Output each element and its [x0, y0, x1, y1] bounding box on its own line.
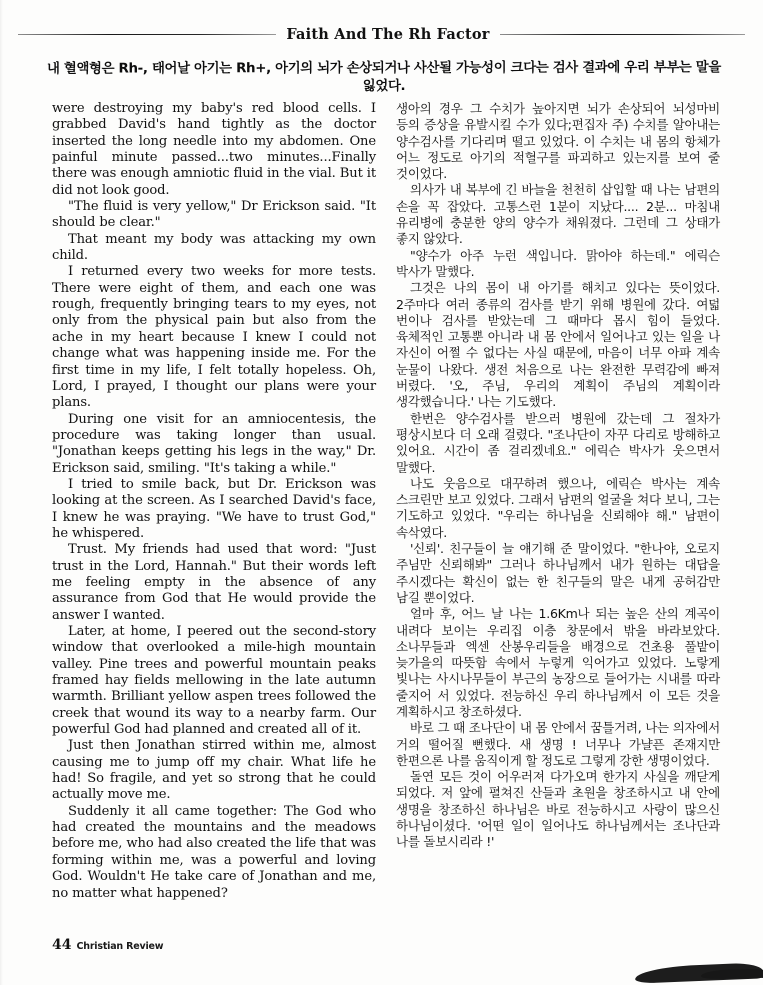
article-deck: 내 혈액형은 Rh-, 태어날 아기는 Rh+, 아기의 뇌가 손상되거나 사산될 가능성이 크다는 검사 결과에 우리 부부는 말을 잃었다.	[46, 60, 721, 95]
folio	[52, 937, 163, 953]
paragraph: "The fluid is very yellow," Dr Erickson said. "It should be clear."	[52, 199, 376, 231]
paragraph: Just then Jonathan stirred within me, almost causing me to jump off my chair. What life he had! So fragile, and yet so strong that he could actually move me.	[52, 738, 376, 803]
page-number: 44	[52, 937, 72, 953]
paragraph: Suddenly it all came together: The God who had created the mountains and the meadows before me, who had also created the life that was forming within me, was a powerful and loving God. Wouldn't He take care of Jonathan and me, no matter what happened?	[52, 803, 376, 901]
paragraph: 나도 웃음으로 대꾸하려 했으나, 에릭슨 박사는 계속 스크린만 보고 있었다. 그래서 남편의 얼굴을 쳐다 보니, 그는 기도하고 있었다. "우리는 하나님을 신뢰해야 해." 남편이 속삭였다.	[396, 475, 720, 540]
paragraph: I tried to smile back, but Dr. Erickson was looking at the screen. As I searched David's face, I knew he was praying. "We have to trust God," he whispered.	[52, 476, 376, 541]
paragraph: 돌연 모든 것이 어우러져 다가오며 한가지 사실을 깨닫게 되었다. 저 앞에 펼쳐진 산들과 초원을 창조하시고 내 안에 생명을 창조하신 하나님은 바로 전능하시고 사랑이 많으신 하나님이셨다. '어떤 일이 일어나도 하나님께서는 조나단과 나를 돌보시리라 !'	[396, 769, 720, 850]
article-columns	[52, 101, 720, 901]
paragraph: That meant my body was attacking my own child.	[52, 231, 376, 264]
running-head-rule-left	[18, 34, 276, 35]
column-korean	[396, 101, 720, 891]
running-head-title: Faith And The Rh Factor	[286, 26, 490, 43]
paragraph: "양수가 아주 누런 색입니다. 맑아야 하는데." 에릭슨 박사가 말했다.	[396, 247, 720, 279]
paragraph: 생아의 경우 그 수치가 높아지면 뇌가 손상되어 뇌성마비 등의 증상을 유발시킬 수가 있다;편집자 주) 수치를 알아내는 양수검사를 기다리며 떨고 있었다. 이 수치는 내 몸의 항체가 어느 정도로 아기의 적혈구를 파괴하고 있는지를 보여 줄 것이었다.	[396, 101, 720, 182]
column-english	[52, 101, 376, 901]
paragraph: 한번은 양수검사를 받으러 병원에 갔는데 그 절차가 평상시보다 더 오래 걸렸다. "조나단이 자꾸 다리로 방해하고 있어요. 시간이 좀 걸리겠네요." 에릭슨 박사가 웃으면서 말했다.	[396, 410, 720, 475]
paragraph: 의사가 내 복부에 긴 바늘을 천천히 삽입할 때 나는 남편의 손을 꼭 잡았다. 고통스런 1분이 지났다.... 2분... 마침내 유리병에 충분한 양의 양수가 채워졌다. 그런데 그 상태가 좋지 않았다.	[396, 182, 720, 247]
paragraph: Trust. My friends had used that word: "Just trust in the Lord, Hannah." But their words left me feeling empty in the absence of any assurance from God that He would provide the answer I wanted.	[52, 542, 376, 623]
paragraph: '신뢰'. 친구들이 늘 얘기해 준 말이었다. "한나야, 오로지 주님만 신뢰해봐" 그러나 하나님께서 내가 원하는 대답을 주시겠다는 확신이 없는 한 친구들의 말은 내게 공허감만 남길 뿐이었다.	[396, 541, 720, 605]
paragraph: Later, at home, I peered out the second-story window that overlooked a mile-high mountain valley. Pine trees and powerful mountain peaks framed hay fields mellowing in the late autumn warmth. Brilliant yellow aspen trees followed the creek that wound its way to a nearby farm. Our powerful God had planned and created all of it.	[52, 624, 376, 738]
paragraph: 그것은 나의 몸이 내 아기를 해치고 있다는 뜻이었다. 2주마다 여러 종류의 검사를 받기 위해 병원에 갔다. 여덟 번이나 검사를 받았는데 그 때마다 몹시 힘이 들었다. 육체적인 고통뿐 아니라 내 몸 안에서 일어나고 있는 일을 나 자신이 어쩔 수 없다는 사실 때문에, 마음이 너무 아파 계속 눈물이 나왔다. 생전 처음으로 나는 완전한 무력감에 빠져 버렸다. '오, 주님, 우리의 계획이 주님의 계획이라 생각했습니다.' 나는 기도했다.	[396, 280, 720, 410]
paragraph: 얼마 후, 어느 날 나는 1.6Km나 되는 높은 산의 계곡이 내려다 보이는 우리집 이층 창문에서 밖을 바라보았다. 소나무들과 엑센 산봉우리들을 배경으로 건초용 풀밭이 늦가을의 따뜻함 속에서 누렇게 익어가고 있었다. 노랗게 빛나는 사시나무들이 부근의 농장으로 들어가는 시내를 따라 줄지어 서 있었다. 전능하신 우리 하나님께서 이 모든 것을 계획하시고 창조하셨다.	[396, 606, 720, 719]
scan-artifact	[635, 962, 763, 983]
paragraph: 바로 그 때 조나단이 내 몸 안에서 꿈틀거려, 나는 의자에서 거의 떨어질 뻔했다. 새 생명 ! 너무나 가냘픈 존재지만 한편으론 나를 움직이게 할 정도로 그렇게 강한 생명이었다.	[396, 720, 720, 768]
running-head	[0, 26, 763, 43]
publication-name: Christian Review	[76, 941, 164, 952]
running-head-rule-right	[500, 34, 745, 35]
page-edge-shadow	[0, 0, 3, 985]
paragraph: were destroying my baby's red blood cells. I grabbed David's hand tightly as the doctor inserted the long needle into my abdomen. One painful minute passed...two minutes...Finally there was enough amniotic fluid in the vial. But it did not look good.	[52, 101, 376, 198]
paragraph: I returned every two weeks for more tests. There were eight of them, and each one was rough, frequently bringing tears to my eyes, not only from the physical pain but also from the ache in my heart because I knew I could not change what was happening inside me. For the first time in my life, I felt totally hopeless. Oh, Lord, I prayed, I thought our plans were your plans.	[52, 264, 376, 411]
paragraph: During one visit for an amniocentesis, the procedure was taking longer than usual. "Jonathan keeps getting his legs in the way," Dr. Erickson said, smiling. "It's taking a while."	[52, 411, 376, 476]
